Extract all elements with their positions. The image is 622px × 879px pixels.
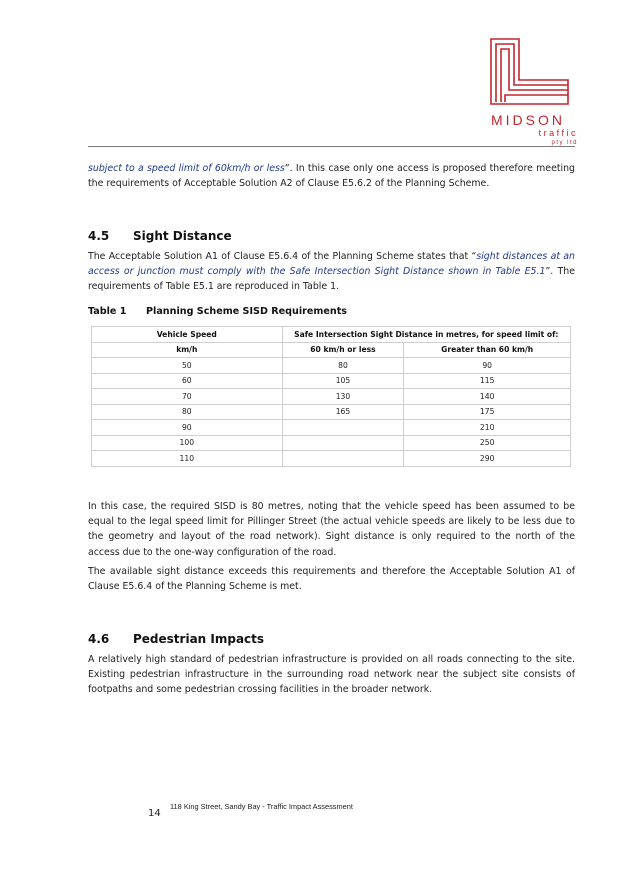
footer-text: 118 King Street, Sandy Bay - Traffic Impact Assessment (170, 802, 353, 811)
table-caption-title: Planning Scheme SISD Requirements (146, 306, 347, 317)
intro-text: ”. In this case only one access is proposed therefore meeting the requirements of Acceptable Solution A2 of Clause E5.6.2 of the Planning Scheme. (88, 163, 576, 190)
header-vehicle-speed: Vehicle Speed (92, 327, 283, 343)
section-number: 4.6 (88, 632, 110, 646)
subheader-greater-than-60: Greater than 60 km/h (404, 342, 571, 358)
cell-le60: 105 (282, 373, 404, 389)
paragraph-text: ”. The requirements of Table E5.1 are reproduced in Table 1. (88, 266, 575, 293)
logo-tagline-ptyltd: pty ltd (551, 140, 578, 146)
cell-gt60: 250 (404, 435, 571, 451)
subheader-60-or-less: 60 km/h or less (282, 342, 404, 358)
section-heading-4-5 (88, 229, 575, 243)
intro-quote-italic: subject to a speed limit of 60km/h or less (88, 163, 285, 174)
cell-speed: 100 (92, 435, 283, 451)
sisd-requirements-table (91, 326, 571, 467)
subheader-kmh: km/h (92, 342, 283, 358)
cell-speed: 110 (92, 451, 283, 467)
cell-speed: 70 (92, 389, 283, 405)
cell-le60: 165 (282, 404, 404, 420)
sight-distance-conclusion-paragraph: The available sight distance exceeds this requirements and therefore the Acceptable Solution A1 of Clause E5.6.4 of the Planning Scheme is met. (88, 566, 575, 593)
table-row (92, 389, 571, 405)
logo-tagline-traffic: traffic (538, 128, 578, 138)
section-title: Sight Distance (133, 229, 232, 243)
table-caption (88, 306, 347, 317)
cell-gt60: 210 (404, 420, 571, 436)
section-title: Pedestrian Impacts (133, 632, 265, 646)
table-row (92, 435, 571, 451)
cell-gt60: 175 (404, 404, 571, 420)
table-row (92, 420, 571, 436)
section-number: 4.5 (88, 229, 110, 243)
cell-speed: 80 (92, 404, 283, 420)
sight-distance-paragraph (88, 249, 575, 295)
cell-gt60: 140 (404, 389, 571, 405)
cell-gt60: 90 (404, 358, 571, 374)
cell-speed: 60 (92, 373, 283, 389)
header-sisd: Safe Intersection Sight Distance in metres, for speed limit of: (282, 327, 570, 343)
midson-logo-mark-icon (488, 36, 572, 106)
section-heading-4-6 (88, 632, 575, 646)
intro-paragraph (88, 161, 575, 191)
cell-le60 (282, 420, 404, 436)
table-subheader-row (92, 342, 571, 358)
midson-traffic-logo (480, 36, 580, 154)
table-row (92, 373, 571, 389)
cell-gt60: 115 (404, 373, 571, 389)
page-number: 14 (148, 808, 161, 819)
paragraph-text: The Acceptable Solution A1 of Clause E5.6.4 of the Planning Scheme states that “ (88, 251, 477, 262)
cell-le60 (282, 451, 404, 467)
table-caption-number: Table 1 (88, 306, 127, 317)
cell-gt60: 290 (404, 451, 571, 467)
table-row (92, 358, 571, 374)
table-row (92, 404, 571, 420)
cell-speed: 50 (92, 358, 283, 374)
cell-le60 (282, 435, 404, 451)
paragraph-quote-italic: sight distances at an access or junction must comply with the Safe Intersection Sight Distance shown in Table E5.1 (88, 251, 575, 278)
logo-brand-text: MIDSON (491, 112, 565, 128)
cell-le60: 80 (282, 358, 404, 374)
sisd-analysis-paragraph: In this case, the required SISD is 80 metres, noting that the vehicle speed has been assumed to be equal to the legal speed limit for Pillinger Street (the actual vehicle speeds are likely to be less due to the geometry and layout of the road network). Sight distance is only required to the north of the access due to the one-way configuration of the road. (88, 501, 575, 558)
header-divider (88, 146, 575, 147)
table-row (92, 451, 571, 467)
cell-speed: 90 (92, 420, 283, 436)
pedestrian-impacts-paragraph: A relatively high standard of pedestrian infrastructure is provided on all roads connecting to the site. Existing pedestrian infrastructure in the surrounding road network near the subject site consists of footpaths and some pedestrian crossing facilities in the broader network. (88, 654, 575, 696)
cell-le60: 130 (282, 389, 404, 405)
table-header-row (92, 327, 571, 343)
